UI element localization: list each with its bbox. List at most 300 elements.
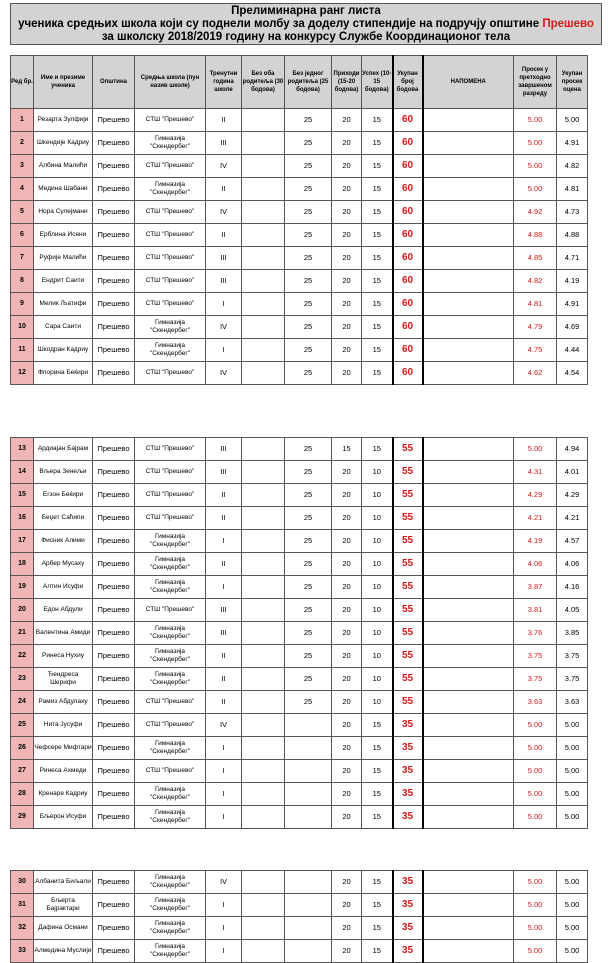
student-name-cell: Резарта Зулфији	[34, 109, 93, 132]
income-points-cell: 20	[332, 316, 362, 339]
success-points-cell: 15	[362, 737, 393, 760]
no-parents-points-cell	[242, 783, 285, 806]
ranking-table-part-3	[10, 870, 588, 963]
student-name-cell: Шкодран Кадриу	[34, 339, 93, 362]
school-year-cell: I	[206, 530, 242, 553]
total-points-cell: 55	[393, 668, 423, 691]
income-points-cell: 15	[332, 438, 362, 461]
student-name-cell: Ардиајан Бајрам	[34, 438, 93, 461]
school-year-cell: II	[206, 507, 242, 530]
school-cell: Гимназија "Скендербег"	[135, 783, 206, 806]
total-points-cell: 35	[393, 760, 423, 783]
header-success: Успех (10-15 бодова)	[362, 56, 393, 109]
header-income: Приходи (15-20 бодова)	[332, 56, 362, 109]
income-points-cell: 20	[332, 917, 362, 940]
note-cell	[423, 438, 514, 461]
rank-cell: 18	[11, 553, 34, 576]
table-row	[11, 530, 588, 553]
student-name-cell: Валентина Амиди	[34, 622, 93, 645]
rank-cell: 25	[11, 714, 34, 737]
total-points-cell: 35	[393, 871, 423, 894]
school-year-cell: II	[206, 645, 242, 668]
total-points-cell: 60	[393, 178, 423, 201]
student-name-cell: Фисник Алими	[34, 530, 93, 553]
success-points-cell: 15	[362, 224, 393, 247]
student-name-cell: Арбер Мусаху	[34, 553, 93, 576]
total-average-cell: 4.57	[557, 530, 588, 553]
total-average-cell: 5.00	[557, 783, 588, 806]
one-parent-points-cell: 25	[285, 668, 332, 691]
total-points-cell: 60	[393, 132, 423, 155]
previous-average-cell: 5.00	[514, 438, 557, 461]
student-name-cell: Албина Малићи	[34, 155, 93, 178]
previous-average-cell: 3.75	[514, 668, 557, 691]
no-parents-points-cell	[242, 599, 285, 622]
success-points-cell: 10	[362, 576, 393, 599]
student-name-cell: Ринеса Нухиу	[34, 645, 93, 668]
table-row	[11, 714, 588, 737]
header-total-points: Укупан број бодова	[393, 56, 423, 109]
school-cell: СТШ "Прешево"	[135, 362, 206, 385]
one-parent-points-cell: 25	[285, 599, 332, 622]
note-cell	[423, 894, 514, 917]
total-points-cell: 60	[393, 155, 423, 178]
previous-average-cell: 5.00	[514, 871, 557, 894]
success-points-cell: 10	[362, 484, 393, 507]
success-points-cell: 15	[362, 270, 393, 293]
total-average-cell: 5.00	[557, 737, 588, 760]
table-row	[11, 691, 588, 714]
table-row	[11, 201, 588, 224]
municipality-cell: Прешево	[93, 599, 135, 622]
table-row	[11, 668, 588, 691]
total-points-cell: 35	[393, 894, 423, 917]
student-name-cell: Алтин Исуфи	[34, 576, 93, 599]
school-year-cell: III	[206, 599, 242, 622]
note-cell	[423, 691, 514, 714]
total-average-cell: 4.06	[557, 553, 588, 576]
income-points-cell: 20	[332, 530, 362, 553]
success-points-cell: 15	[362, 714, 393, 737]
school-cell: СТШ "Прешево"	[135, 438, 206, 461]
previous-average-cell: 4.75	[514, 339, 557, 362]
previous-average-cell: 3.63	[514, 691, 557, 714]
income-points-cell: 20	[332, 132, 362, 155]
total-average-cell: 4.88	[557, 224, 588, 247]
table-header-row	[11, 56, 588, 109]
school-cell: СТШ "Прешево"	[135, 201, 206, 224]
total-points-cell: 35	[393, 714, 423, 737]
school-year-cell: I	[206, 783, 242, 806]
table-row	[11, 871, 588, 894]
no-parents-points-cell	[242, 132, 285, 155]
rank-cell: 8	[11, 270, 34, 293]
school-year-cell: I	[206, 293, 242, 316]
note-cell	[423, 155, 514, 178]
income-points-cell: 20	[332, 894, 362, 917]
municipality-cell: Прешево	[93, 224, 135, 247]
municipality-cell: Прешево	[93, 553, 135, 576]
one-parent-points-cell: 25	[285, 507, 332, 530]
school-cell: Гимназија "Скендербег"	[135, 622, 206, 645]
note-cell	[423, 132, 514, 155]
rank-cell: 24	[11, 691, 34, 714]
municipality-cell: Прешево	[93, 109, 135, 132]
rank-cell: 21	[11, 622, 34, 645]
school-cell: СТШ "Прешево"	[135, 270, 206, 293]
previous-average-cell: 4.85	[514, 247, 557, 270]
municipality-cell: Прешево	[93, 783, 135, 806]
rank-cell: 14	[11, 461, 34, 484]
municipality-cell: Прешево	[93, 247, 135, 270]
one-parent-points-cell: 25	[285, 484, 332, 507]
no-parents-points-cell	[242, 438, 285, 461]
previous-average-cell: 5.00	[514, 737, 557, 760]
total-points-cell: 55	[393, 438, 423, 461]
no-parents-points-cell	[242, 871, 285, 894]
no-parents-points-cell	[242, 507, 285, 530]
rank-cell: 4	[11, 178, 34, 201]
table-row	[11, 806, 588, 829]
no-parents-points-cell	[242, 760, 285, 783]
note-cell	[423, 178, 514, 201]
one-parent-points-cell: 25	[285, 576, 332, 599]
total-average-cell: 3.75	[557, 645, 588, 668]
income-points-cell: 20	[332, 806, 362, 829]
note-cell	[423, 224, 514, 247]
income-points-cell: 20	[332, 714, 362, 737]
table-row	[11, 576, 588, 599]
no-parents-points-cell	[242, 270, 285, 293]
one-parent-points-cell: 25	[285, 553, 332, 576]
total-points-cell: 60	[393, 247, 423, 270]
success-points-cell: 15	[362, 806, 393, 829]
no-parents-points-cell	[242, 806, 285, 829]
school-year-cell: IV	[206, 155, 242, 178]
school-cell: СТШ "Прешево"	[135, 760, 206, 783]
school-year-cell: II	[206, 109, 242, 132]
municipality-cell: Прешево	[93, 576, 135, 599]
income-points-cell: 20	[332, 668, 362, 691]
success-points-cell: 15	[362, 316, 393, 339]
rank-cell: 7	[11, 247, 34, 270]
student-name-cell: Кренаре Кадриу	[34, 783, 93, 806]
note-cell	[423, 484, 514, 507]
previous-average-cell: 5.00	[514, 109, 557, 132]
note-cell	[423, 576, 514, 599]
one-parent-points-cell	[285, 871, 332, 894]
note-cell	[423, 645, 514, 668]
total-average-cell: 5.00	[557, 871, 588, 894]
municipality-cell: Прешево	[93, 362, 135, 385]
no-parents-points-cell	[242, 247, 285, 270]
previous-average-cell: 4.19	[514, 530, 557, 553]
student-name-cell: Флорина Беќири	[34, 362, 93, 385]
student-name-cell: Нора Сулејмани	[34, 201, 93, 224]
rank-cell: 5	[11, 201, 34, 224]
no-parents-points-cell	[242, 894, 285, 917]
municipality-cell: Прешево	[93, 691, 135, 714]
rank-cell: 23	[11, 668, 34, 691]
note-cell	[423, 316, 514, 339]
previous-average-cell: 4.21	[514, 507, 557, 530]
rank-cell: 12	[11, 362, 34, 385]
income-points-cell: 20	[332, 484, 362, 507]
municipality-cell: Прешево	[93, 645, 135, 668]
previous-average-cell: 5.00	[514, 894, 557, 917]
school-cell: Гимназија "Скендербег"	[135, 668, 206, 691]
note-cell	[423, 362, 514, 385]
table-row	[11, 507, 588, 530]
total-average-cell: 4.16	[557, 576, 588, 599]
school-cell: Гимназија "Скендербег"	[135, 553, 206, 576]
student-name-cell: Ђендреса Шерифи	[34, 668, 93, 691]
student-name-cell: Албанита Биљали	[34, 871, 93, 894]
previous-average-cell: 4.88	[514, 224, 557, 247]
no-parents-points-cell	[242, 622, 285, 645]
municipality-cell: Прешево	[93, 339, 135, 362]
income-points-cell: 20	[332, 247, 362, 270]
note-cell	[423, 293, 514, 316]
school-cell: СТШ "Прешево"	[135, 484, 206, 507]
one-parent-points-cell: 25	[285, 293, 332, 316]
rank-cell: 2	[11, 132, 34, 155]
total-average-cell: 4.29	[557, 484, 588, 507]
rank-cell: 26	[11, 737, 34, 760]
success-points-cell: 15	[362, 917, 393, 940]
one-parent-points-cell: 25	[285, 247, 332, 270]
success-points-cell: 15	[362, 155, 393, 178]
note-cell	[423, 530, 514, 553]
one-parent-points-cell	[285, 783, 332, 806]
school-year-cell: II	[206, 553, 242, 576]
student-name-cell: Вљера Зенељи	[34, 461, 93, 484]
income-points-cell: 20	[332, 293, 362, 316]
title-line-2-text: ученика средњих школа који су поднели молбу за доделу стипендије на подручју општине	[18, 18, 543, 30]
school-cell: СТШ "Прешево"	[135, 155, 206, 178]
table-row	[11, 622, 588, 645]
student-name-cell: Бљерон Исуфи	[34, 806, 93, 829]
total-points-cell: 55	[393, 484, 423, 507]
total-average-cell: 4.94	[557, 438, 588, 461]
one-parent-points-cell: 25	[285, 461, 332, 484]
one-parent-points-cell	[285, 806, 332, 829]
total-points-cell: 60	[393, 293, 423, 316]
rank-cell: 1	[11, 109, 34, 132]
previous-average-cell: 4.06	[514, 553, 557, 576]
table-row	[11, 247, 588, 270]
municipality-highlight: Прешево	[542, 18, 594, 30]
student-name-cell: Нита Јусуфи	[34, 714, 93, 737]
school-year-cell: III	[206, 247, 242, 270]
title-line-2	[11, 18, 601, 31]
previous-average-cell: 5.00	[514, 132, 557, 155]
rank-cell: 11	[11, 339, 34, 362]
total-points-cell: 60	[393, 224, 423, 247]
table-row	[11, 362, 588, 385]
student-name-cell: Шкендије Кадриу	[34, 132, 93, 155]
school-year-cell: II	[206, 668, 242, 691]
header-one-parent: Без једног родитеља (25 бодова)	[285, 56, 332, 109]
one-parent-points-cell: 25	[285, 362, 332, 385]
one-parent-points-cell: 25	[285, 339, 332, 362]
school-year-cell: III	[206, 270, 242, 293]
success-points-cell: 10	[362, 507, 393, 530]
table-row	[11, 783, 588, 806]
total-average-cell: 5.00	[557, 940, 588, 963]
school-year-cell: I	[206, 760, 242, 783]
municipality-cell: Прешево	[93, 530, 135, 553]
rank-cell: 3	[11, 155, 34, 178]
school-cell: СТШ "Прешево"	[135, 293, 206, 316]
municipality-cell: Прешево	[93, 871, 135, 894]
total-points-cell: 35	[393, 940, 423, 963]
income-points-cell: 20	[332, 270, 362, 293]
school-cell: Гимназија "Скендербег"	[135, 940, 206, 963]
success-points-cell: 15	[362, 178, 393, 201]
student-name-cell: Мелик Љатифи	[34, 293, 93, 316]
school-year-cell: III	[206, 438, 242, 461]
table-row	[11, 484, 588, 507]
income-points-cell: 20	[332, 339, 362, 362]
note-cell	[423, 339, 514, 362]
previous-average-cell: 4.62	[514, 362, 557, 385]
no-parents-points-cell	[242, 178, 285, 201]
success-points-cell: 15	[362, 339, 393, 362]
one-parent-points-cell: 25	[285, 178, 332, 201]
municipality-cell: Прешево	[93, 917, 135, 940]
student-name-cell: Ендрит Саити	[34, 270, 93, 293]
no-parents-points-cell	[242, 940, 285, 963]
note-cell	[423, 714, 514, 737]
success-points-cell: 15	[362, 247, 393, 270]
no-parents-points-cell	[242, 737, 285, 760]
no-parents-points-cell	[242, 576, 285, 599]
success-points-cell: 10	[362, 645, 393, 668]
student-name-cell: Ринеса Ахмеди	[34, 760, 93, 783]
municipality-cell: Прешево	[93, 484, 135, 507]
student-name-cell: Егзон Беќири	[34, 484, 93, 507]
previous-average-cell: 4.81	[514, 293, 557, 316]
note-cell	[423, 806, 514, 829]
one-parent-points-cell	[285, 940, 332, 963]
school-year-cell: I	[206, 940, 242, 963]
rank-cell: 27	[11, 760, 34, 783]
income-points-cell: 20	[332, 760, 362, 783]
rank-cell: 17	[11, 530, 34, 553]
one-parent-points-cell: 25	[285, 201, 332, 224]
no-parents-points-cell	[242, 668, 285, 691]
total-average-cell: 4.54	[557, 362, 588, 385]
income-points-cell: 20	[332, 178, 362, 201]
ranking-table-part-1	[10, 55, 588, 385]
total-points-cell: 55	[393, 691, 423, 714]
previous-average-cell: 4.29	[514, 484, 557, 507]
total-average-cell: 4.21	[557, 507, 588, 530]
total-average-cell: 4.01	[557, 461, 588, 484]
page-title	[10, 3, 602, 45]
one-parent-points-cell: 25	[285, 270, 332, 293]
success-points-cell: 15	[362, 894, 393, 917]
student-name-cell: Беџет Саћипи	[34, 507, 93, 530]
previous-average-cell: 5.00	[514, 940, 557, 963]
rank-cell: 28	[11, 783, 34, 806]
total-average-cell: 4.91	[557, 132, 588, 155]
one-parent-points-cell: 25	[285, 438, 332, 461]
school-cell: СТШ "Прешево"	[135, 507, 206, 530]
total-average-cell: 4.71	[557, 247, 588, 270]
title-line-1: Прелиминарна ранг листа	[231, 5, 381, 17]
municipality-cell: Прешево	[93, 940, 135, 963]
rank-cell: 16	[11, 507, 34, 530]
income-points-cell: 20	[332, 362, 362, 385]
total-points-cell: 55	[393, 507, 423, 530]
municipality-cell: Прешево	[93, 668, 135, 691]
student-name-cell: Алмедина Муслији	[34, 940, 93, 963]
previous-average-cell: 5.00	[514, 155, 557, 178]
total-average-cell: 5.00	[557, 917, 588, 940]
student-name-cell: Ерблина Исени	[34, 224, 93, 247]
school-year-cell: I	[206, 917, 242, 940]
school-year-cell: I	[206, 894, 242, 917]
table-row	[11, 109, 588, 132]
no-parents-points-cell	[242, 224, 285, 247]
rank-cell: 13	[11, 438, 34, 461]
rank-cell: 31	[11, 894, 34, 917]
total-points-cell: 55	[393, 530, 423, 553]
table-row	[11, 760, 588, 783]
previous-average-cell: 3.76	[514, 622, 557, 645]
municipality-cell: Прешево	[93, 438, 135, 461]
student-name-cell: Бљерта Бајрактари	[34, 894, 93, 917]
rank-cell: 6	[11, 224, 34, 247]
school-cell: Гимназија "Скендербег"	[135, 917, 206, 940]
table-row	[11, 132, 588, 155]
header-school: Средња школа (пун назив школе)	[135, 56, 206, 109]
note-cell	[423, 461, 514, 484]
total-average-cell: 4.19	[557, 270, 588, 293]
success-points-cell: 10	[362, 622, 393, 645]
school-cell: СТШ "Прешево"	[135, 247, 206, 270]
rank-cell: 9	[11, 293, 34, 316]
success-points-cell: 10	[362, 668, 393, 691]
one-parent-points-cell: 25	[285, 691, 332, 714]
school-cell: СТШ "Прешево"	[135, 714, 206, 737]
previous-average-cell: 3.87	[514, 576, 557, 599]
success-points-cell: 10	[362, 530, 393, 553]
school-year-cell: I	[206, 806, 242, 829]
income-points-cell: 20	[332, 622, 362, 645]
table-row	[11, 270, 588, 293]
success-points-cell: 15	[362, 438, 393, 461]
note-cell	[423, 109, 514, 132]
municipality-cell: Прешево	[93, 622, 135, 645]
school-year-cell: III	[206, 132, 242, 155]
income-points-cell: 20	[332, 691, 362, 714]
no-parents-points-cell	[242, 484, 285, 507]
total-points-cell: 55	[393, 645, 423, 668]
previous-average-cell: 4.31	[514, 461, 557, 484]
total-points-cell: 60	[393, 339, 423, 362]
total-average-cell: 3.75	[557, 668, 588, 691]
table-row	[11, 940, 588, 963]
rank-cell: 33	[11, 940, 34, 963]
school-year-cell: II	[206, 224, 242, 247]
municipality-cell: Прешево	[93, 201, 135, 224]
previous-average-cell: 5.00	[514, 760, 557, 783]
total-average-cell: 5.00	[557, 109, 588, 132]
income-points-cell: 20	[332, 645, 362, 668]
